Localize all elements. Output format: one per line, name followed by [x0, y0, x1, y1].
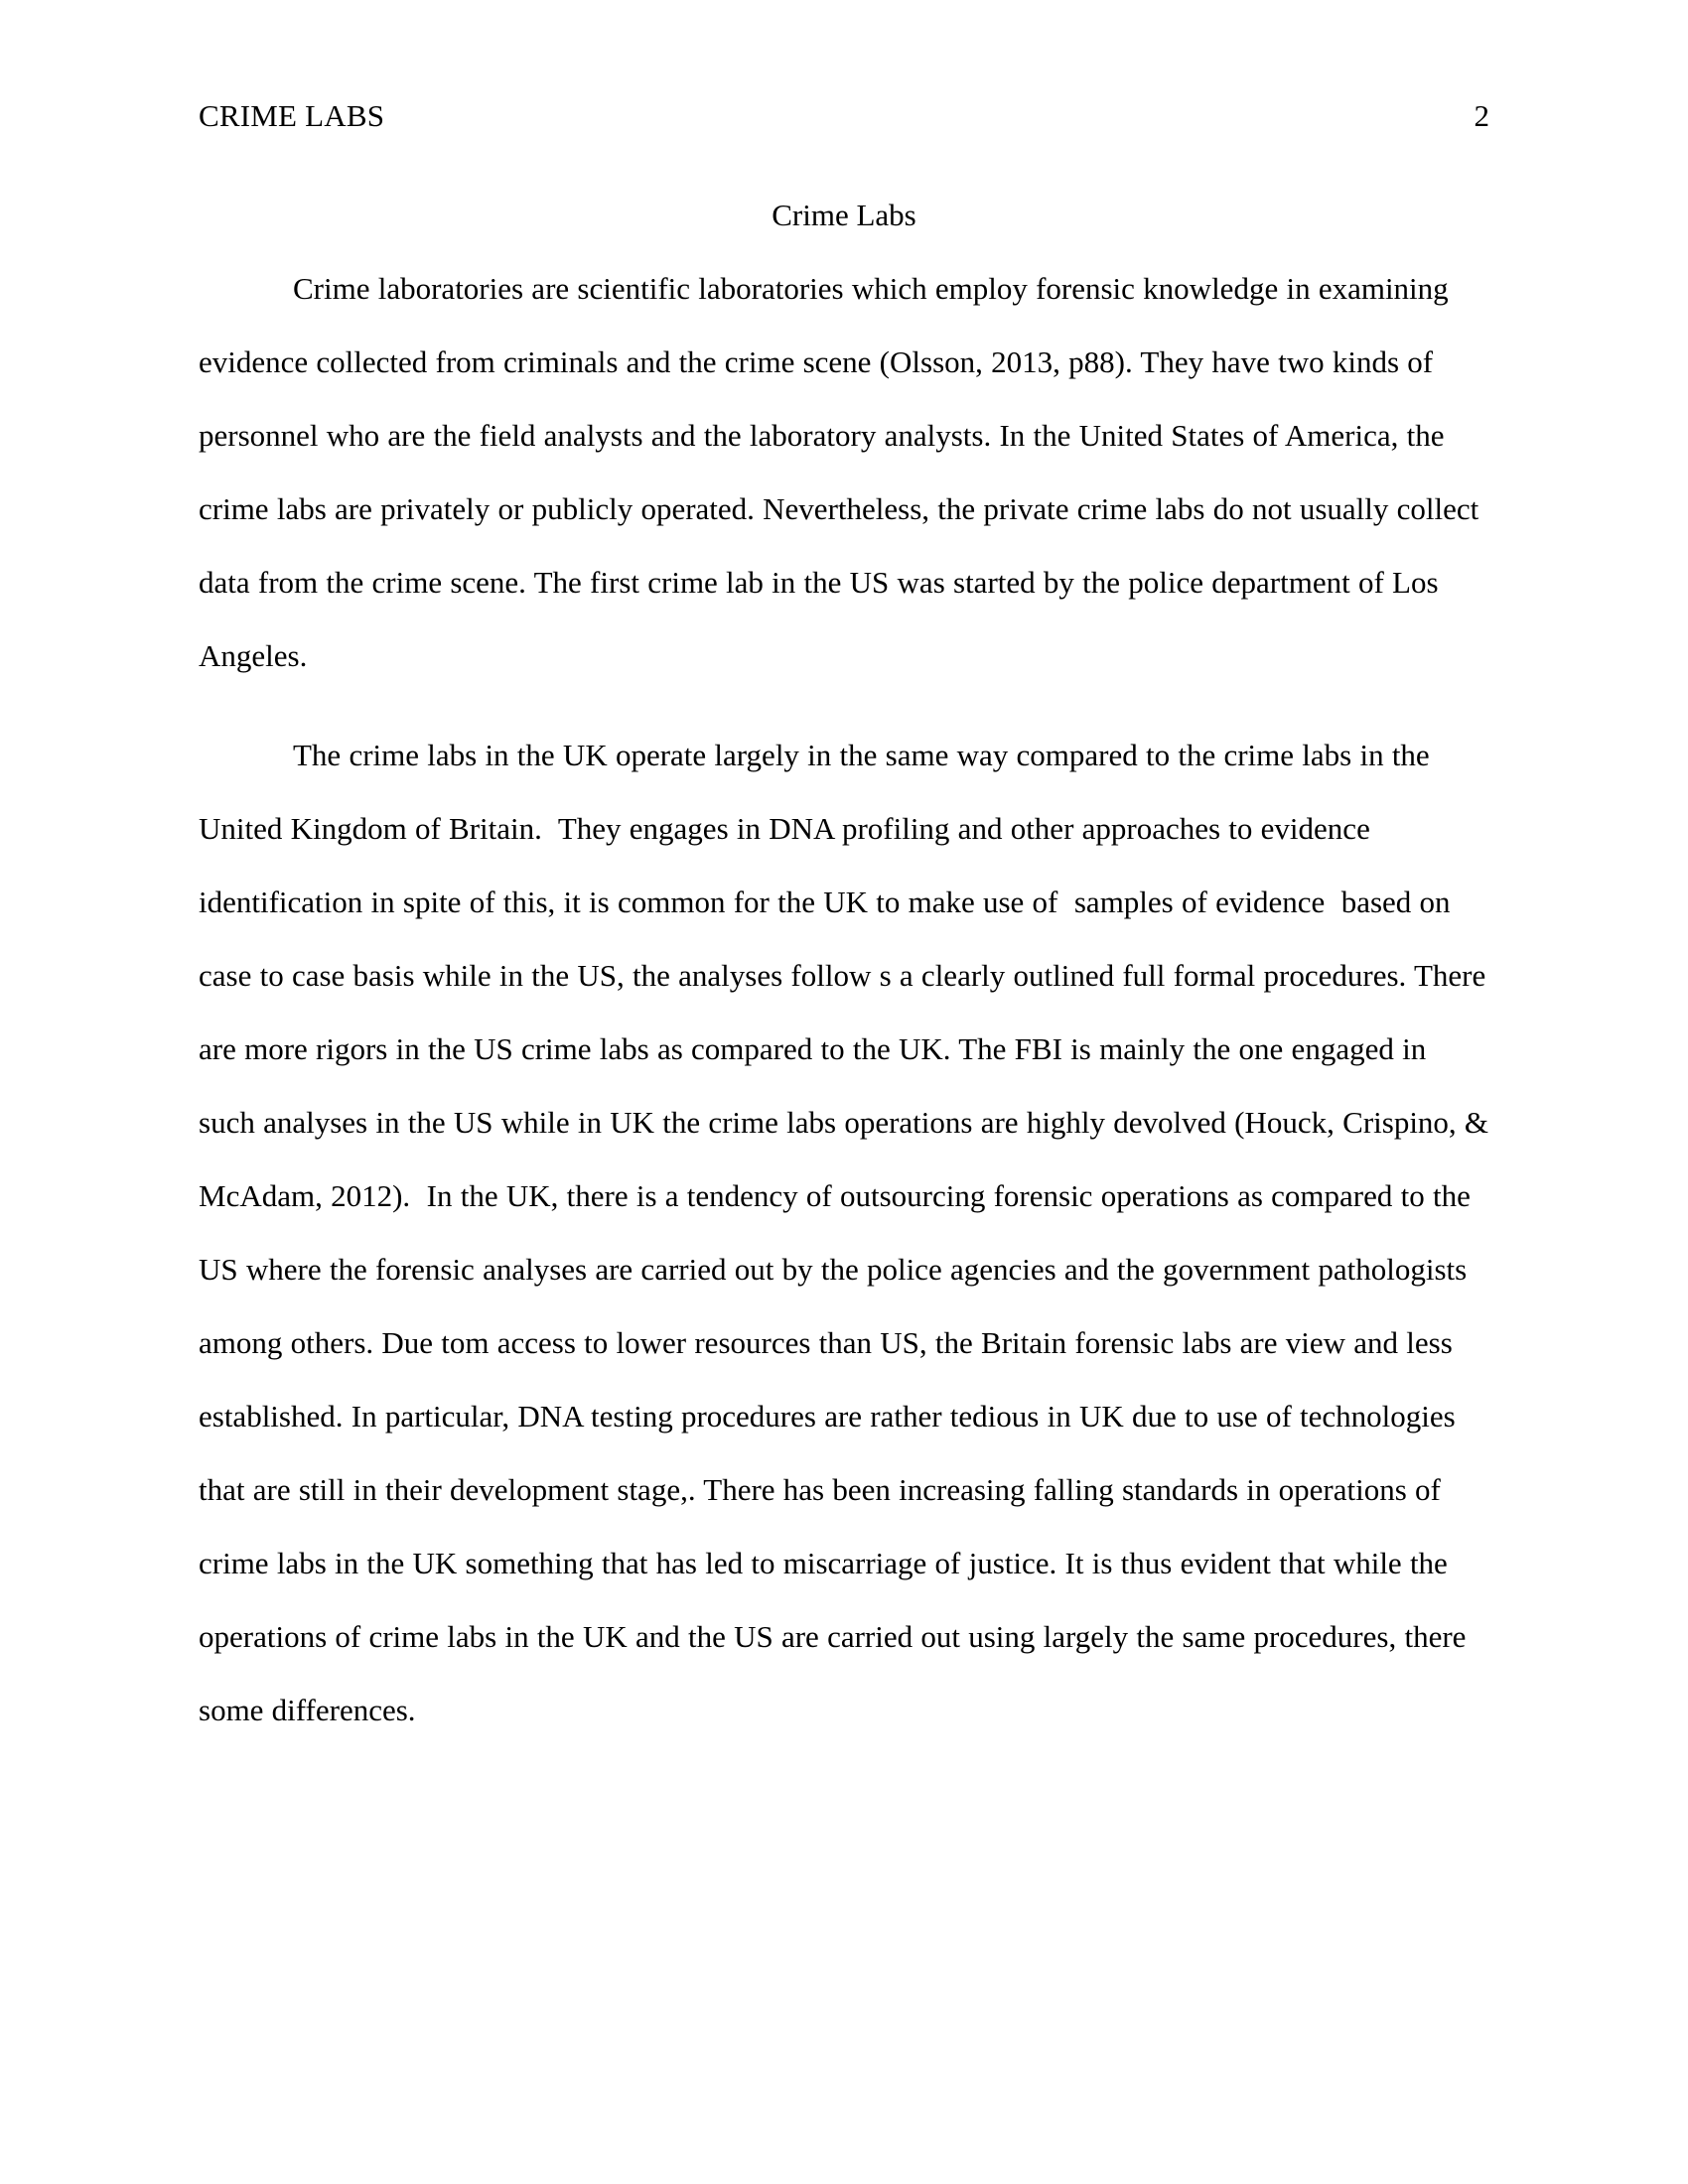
- body-paragraph-2: The crime labs in the UK operate largely in the same way compared to the crime labs in the United Kingdom of Britain. They engages in DNA profiling and other approaches to evidence identification in spite of this, it is common for the UK to make use of samples of evidence based on case to case basis while in the US, the analyses follow s a clearly outlined full formal procedures. There are more rigors in the US crime labs as compared to the UK. The FBI is mainly the one engaged in such analyses in the US while in UK the crime labs operations are highly devolved (Houck, Crispino, & McAdam, 2012). In the UK, there is a tendency of outsourcing forensic operations as compared to the US where the forensic analyses are carried out by the police agencies and the government pathologists among others. Due tom access to lower resources than US, the Britain forensic labs are view and less established. In particular, DNA testing procedures are rather tedious in UK due to use of technologies that are still in their development stage,. There has been increasing falling standards in operations of crime labs in the UK something that has led to miscarriage of justice. It is thus evident that while the operations of crime labs in the UK and the US are carried out using largely the same procedures, there some differences.: [199, 738, 1497, 1727]
- page-title: Crime Labs: [772, 198, 916, 232]
- page-number: 2: [1474, 98, 1489, 133]
- running-head-title: CRIME LABS: [199, 98, 385, 133]
- body-paragraph-1: Crime laboratories are scientific laboratories which employ forensic knowledge in examining evidence collected from criminals and the crime scene (Olsson, 2013, p88). They have two kinds of personnel who are the field analysts and the laboratory analysts. In the United States of America, the crime labs are privately or publicly operated. Nevertheless, the private crime labs do not usually collect data from the crime scene. The first crime lab in the US was started by the police department of Los Angeles.: [199, 271, 1487, 673]
- document-body: [199, 179, 1497, 1747]
- running-head: [199, 95, 1489, 137]
